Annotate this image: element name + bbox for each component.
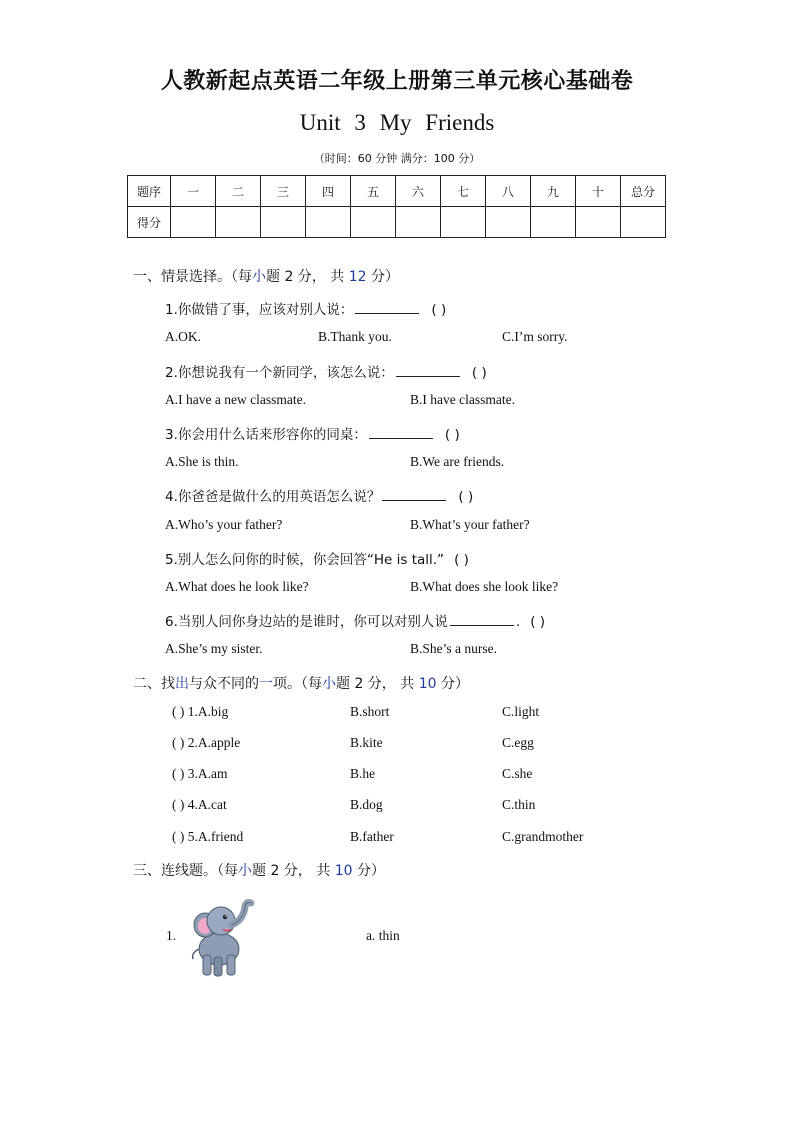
odd-one-row-3	[172, 766, 228, 782]
question-text: 6.当别人问你身边站的是谁时，你可以对别人说	[165, 614, 448, 630]
q1-option-b[interactable]: B.Thank you.	[318, 329, 392, 344]
score-table-header-row	[128, 176, 666, 207]
section-3-suffix: 分）	[352, 863, 385, 879]
section-2-mid1: 出	[175, 676, 189, 692]
score-row-label: 得分	[128, 207, 171, 238]
unit-subtitle: Unit 3 My Friends	[299, 110, 495, 135]
section-1-score: 12	[348, 269, 367, 285]
section-2-score: 10	[418, 676, 437, 692]
option-a: 4.A.cat	[187, 797, 227, 812]
odd-one-row-1	[172, 704, 228, 720]
q4-option-b[interactable]: B.What’s your father?	[410, 517, 530, 532]
odd-one-row-3-c: C.she	[502, 766, 533, 781]
odd-one-row-2-b: B.kite	[350, 735, 383, 750]
odd-one-row-2	[172, 735, 240, 751]
odd-one-row-1-b: B.short	[350, 704, 390, 719]
question-text: 3.你会用什么话来形容你的同桌：	[165, 427, 367, 443]
q5-option-b[interactable]: B.What does she look like?	[410, 579, 559, 594]
score-cell[interactable]	[261, 207, 306, 238]
odd-one-row-5-b: B.father	[350, 829, 394, 844]
question-text: 4.你爸爸是做什么的用英语怎么说？	[165, 489, 381, 505]
score-col-7: 七	[441, 176, 486, 207]
answer-blank[interactable]	[450, 613, 514, 626]
section-1-suffix: 分）	[366, 269, 399, 285]
question-5	[165, 548, 469, 568]
score-cell[interactable]	[576, 207, 621, 238]
match-item-number: 1.	[166, 928, 177, 943]
q2-option-b[interactable]: B.I have classmate.	[410, 392, 515, 407]
option-a: 5.A.friend	[187, 829, 244, 844]
answer-blank[interactable]	[369, 426, 433, 439]
score-cell[interactable]	[171, 207, 216, 238]
score-col-9: 九	[531, 176, 576, 207]
odd-one-row-1-c: C.light	[502, 704, 540, 719]
score-col-4: 四	[306, 176, 351, 207]
section-3-score: 10	[334, 863, 353, 879]
section-2-suffix: 分）	[436, 676, 469, 692]
section-3-mid2: 题 2 分， 共	[252, 863, 335, 879]
question-4	[165, 485, 473, 505]
section-2-heading	[133, 673, 469, 693]
section-1-mid2: 题 2 分， 共	[266, 269, 349, 285]
section-2-mid2: 与众不同的	[189, 676, 259, 692]
score-cell[interactable]	[351, 207, 396, 238]
time-info: （时间：60 分钟 满分：100 分）	[313, 152, 481, 165]
option-a: 2.A.apple	[187, 735, 241, 750]
answer-paren[interactable]: ( )	[172, 829, 185, 844]
answer-paren[interactable]: ( )	[471, 365, 487, 381]
score-table-score-row	[128, 207, 666, 238]
score-cell[interactable]	[306, 207, 351, 238]
section-2-mid4: 项。（每	[273, 676, 322, 692]
section-2-mid3: 一	[259, 676, 273, 692]
q1-option-c[interactable]: C.I’m sorry.	[502, 329, 568, 344]
answer-paren[interactable]: ( )	[172, 735, 185, 750]
odd-one-row-2-c: C.egg	[502, 735, 534, 750]
score-col-10: 十	[576, 176, 621, 207]
answer-paren[interactable]: ( )	[454, 552, 469, 568]
section-1-prefix: 一、情景选择。（每	[133, 269, 252, 285]
option-a: 1.A.big	[187, 704, 229, 719]
elephant-icon[interactable]	[183, 897, 255, 979]
odd-one-row-4-c: C.thin	[502, 797, 536, 812]
q4-option-a[interactable]: A.Who’s your father?	[165, 517, 283, 532]
score-cell[interactable]	[396, 207, 441, 238]
section-3-mid: 小	[238, 863, 252, 879]
score-table	[127, 175, 666, 238]
answer-paren[interactable]: ( )	[172, 766, 185, 781]
odd-one-row-4	[172, 797, 227, 813]
score-cell[interactable]	[531, 207, 576, 238]
answer-paren[interactable]: ( )	[458, 489, 474, 505]
section-3-prefix: 三、连线题。（每	[133, 863, 238, 879]
answer-paren[interactable]: ( )	[530, 614, 546, 630]
q6-option-b[interactable]: B.She’s a nurse.	[410, 641, 497, 656]
answer-blank[interactable]	[382, 488, 446, 501]
score-cell[interactable]	[441, 207, 486, 238]
question-3	[165, 423, 460, 443]
option-a: 3.A.am	[187, 766, 228, 781]
q5-option-a[interactable]: A.What does he look like?	[165, 579, 309, 594]
section-1-mid: 小	[252, 269, 266, 285]
score-col-total: 总分	[621, 176, 666, 207]
answer-paren[interactable]: ( )	[444, 427, 460, 443]
score-col-2: 二	[216, 176, 261, 207]
score-col-5: 五	[351, 176, 396, 207]
q1-option-a[interactable]: A.OK.	[165, 329, 201, 344]
score-cell[interactable]	[486, 207, 531, 238]
section-2-prefix: 二、找	[133, 676, 175, 692]
question-text: 2.你想说我有一个新同学，该怎么说：	[165, 365, 394, 381]
odd-one-row-4-b: B.dog	[350, 797, 383, 812]
odd-one-row-5	[172, 829, 243, 845]
page-title: 人教新起点英语二年级上册第三单元核心基础卷	[160, 69, 634, 94]
q2-option-a[interactable]: A.I have a new classmate.	[165, 392, 306, 407]
answer-paren[interactable]: ( )	[172, 704, 185, 719]
section-3-heading	[133, 860, 385, 880]
odd-one-row-5-c: C.grandmother	[502, 829, 584, 844]
score-cell[interactable]	[621, 207, 666, 238]
score-table-row-label: 题序	[128, 176, 171, 207]
q3-option-b[interactable]: B.We are friends.	[410, 454, 505, 469]
section-2-mid5: 小	[322, 676, 336, 692]
question-6: 6.当别人问你身边站的是谁时，你可以对别人说 . ( )	[165, 614, 546, 630]
answer-paren[interactable]: ( )	[431, 302, 447, 318]
section-2-mid6: 题 2 分， 共	[336, 676, 419, 692]
score-col-6: 六	[396, 176, 441, 207]
question-text: 1.你做错了事，应该对别人说：	[165, 302, 354, 318]
answer-blank[interactable]	[396, 364, 460, 377]
answer-paren[interactable]: ( )	[172, 797, 185, 812]
q3-option-a[interactable]: A.She is thin.	[165, 454, 239, 469]
score-col-8: 八	[486, 176, 531, 207]
score-col-3: 三	[261, 176, 306, 207]
question-1	[165, 298, 446, 318]
section-1-heading	[133, 266, 399, 286]
answer-blank[interactable]	[355, 301, 419, 314]
q6-option-a[interactable]: A.She’s my sister.	[165, 641, 263, 656]
odd-one-row-3-b: B.he	[350, 766, 376, 781]
match-word[interactable]: a. thin	[366, 928, 400, 943]
question-text: 5.别人怎么问你的时候，你会回答“He is tall.”	[165, 552, 445, 568]
score-col-1: 一	[171, 176, 216, 207]
score-cell[interactable]	[216, 207, 261, 238]
question-2	[165, 361, 487, 381]
